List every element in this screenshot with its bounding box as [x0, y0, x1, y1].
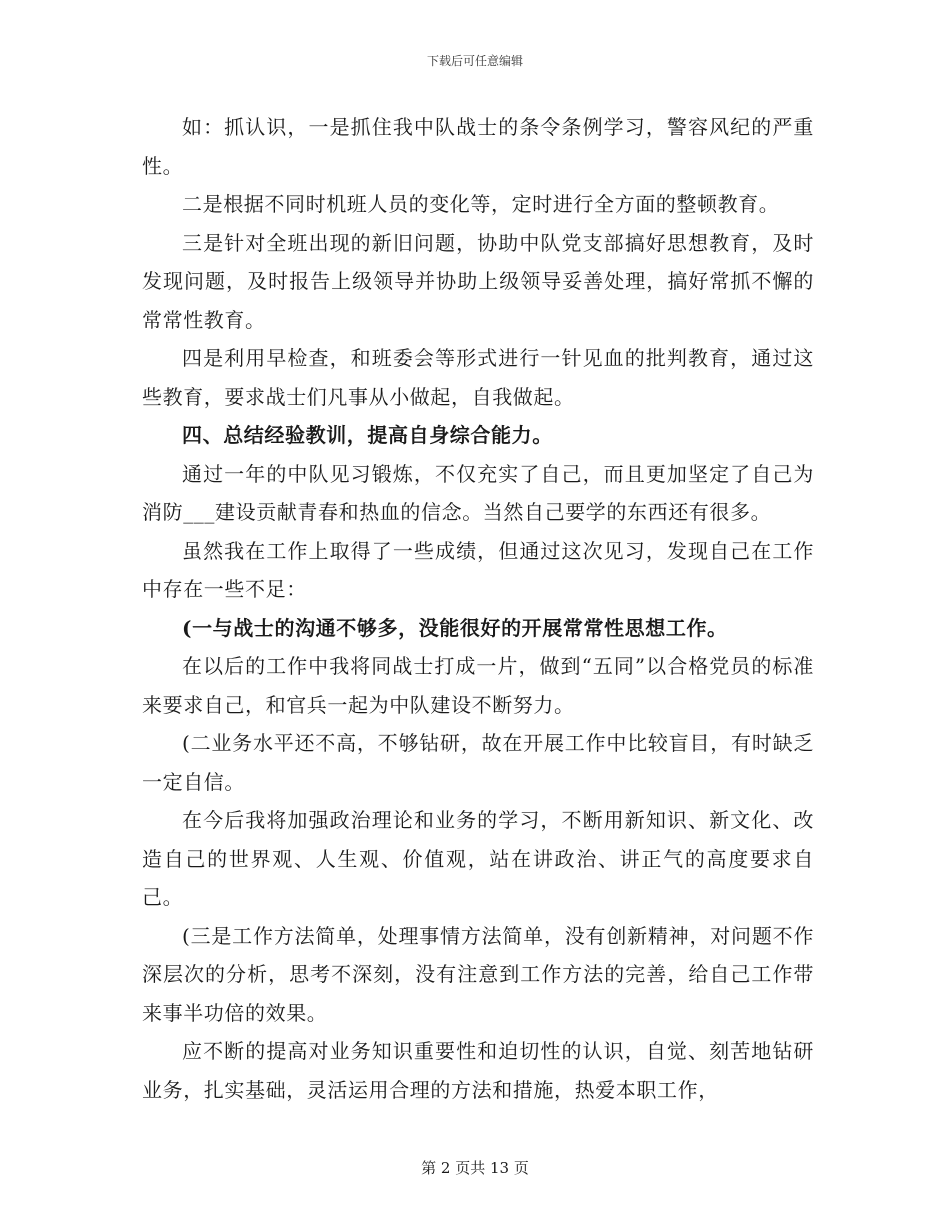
subheading-1: (一与战士的沟通不够多，没能很好的开展常常性思想工作。: [182, 615, 728, 640]
paragraph-7: 在以后的工作中我将同战士打成一片，做到“五同”以合格党员的标准来要求自己，和官兵一起为中队建设不断努力。: [142, 654, 814, 717]
page-header: 下载后可任意编辑: [426, 54, 523, 68]
paragraph-5: 通过一年的中队见习锻炼，不仅充实了自己，而且更加坚定了自己为消防___建设贡献青春和热血的信念。当然自己要学的东西还有很多。: [142, 461, 814, 524]
paragraph-10: (三是工作方法简单，处理事情方法简单，没有创新精神，对问题不作深层次的分析，思考不深刻，没有注意到工作方法的完善，给自己工作带来事半功倍的效果。: [142, 923, 814, 1025]
paragraph-2: 二是根据不同时机班人员的变化等，定时进行全方面的整顿教育。: [182, 192, 780, 216]
section-heading: 四、总结经验教训，提高自身综合能力。: [182, 423, 553, 447]
paragraph-3: 三是针对全班出现的新旧问题，协助中队党支部搞好思想教育，及时发现问题，及时报告上级领导并协助上级领导妥善处理，搞好常抓不懈的常常性教育。: [142, 230, 814, 332]
paragraph-11: 应不断的提高对业务知识重要性和迫切性的认识，自觉、刻苦地钻研业务，扎实基础，灵活运用合理的方法和措施，热爱本职工作，: [142, 1039, 814, 1102]
page-number: 第 2 页共 13 页: [421, 1159, 529, 1177]
paragraph-1: 如：抓认识，一是抓住我中队战士的条令条例学习，警容风纪的严重性。: [142, 115, 814, 178]
paragraph-4: 四是利用早检查，和班委会等形式进行一针见血的批判教育，通过这些教育，要求战士们凡事从小做起，自我做起。: [142, 346, 814, 409]
document-body: [142, 108, 814, 1109]
paragraph-6: 虽然我在工作上取得了一些成绩，但通过这次见习，发现自己在工作中存在一些不足：: [142, 538, 814, 601]
paragraph-8: (二业务水平还不高，不够钻研，故在开展工作中比较盲目，有时缺乏一定自信。: [142, 731, 814, 794]
paragraph-9: 在今后我将加强政治理论和业务的学习，不断用新知识、新文化、改造自己的世界观、人生观、价值观，站在讲政治、讲正气的高度要求自己。: [142, 808, 814, 909]
